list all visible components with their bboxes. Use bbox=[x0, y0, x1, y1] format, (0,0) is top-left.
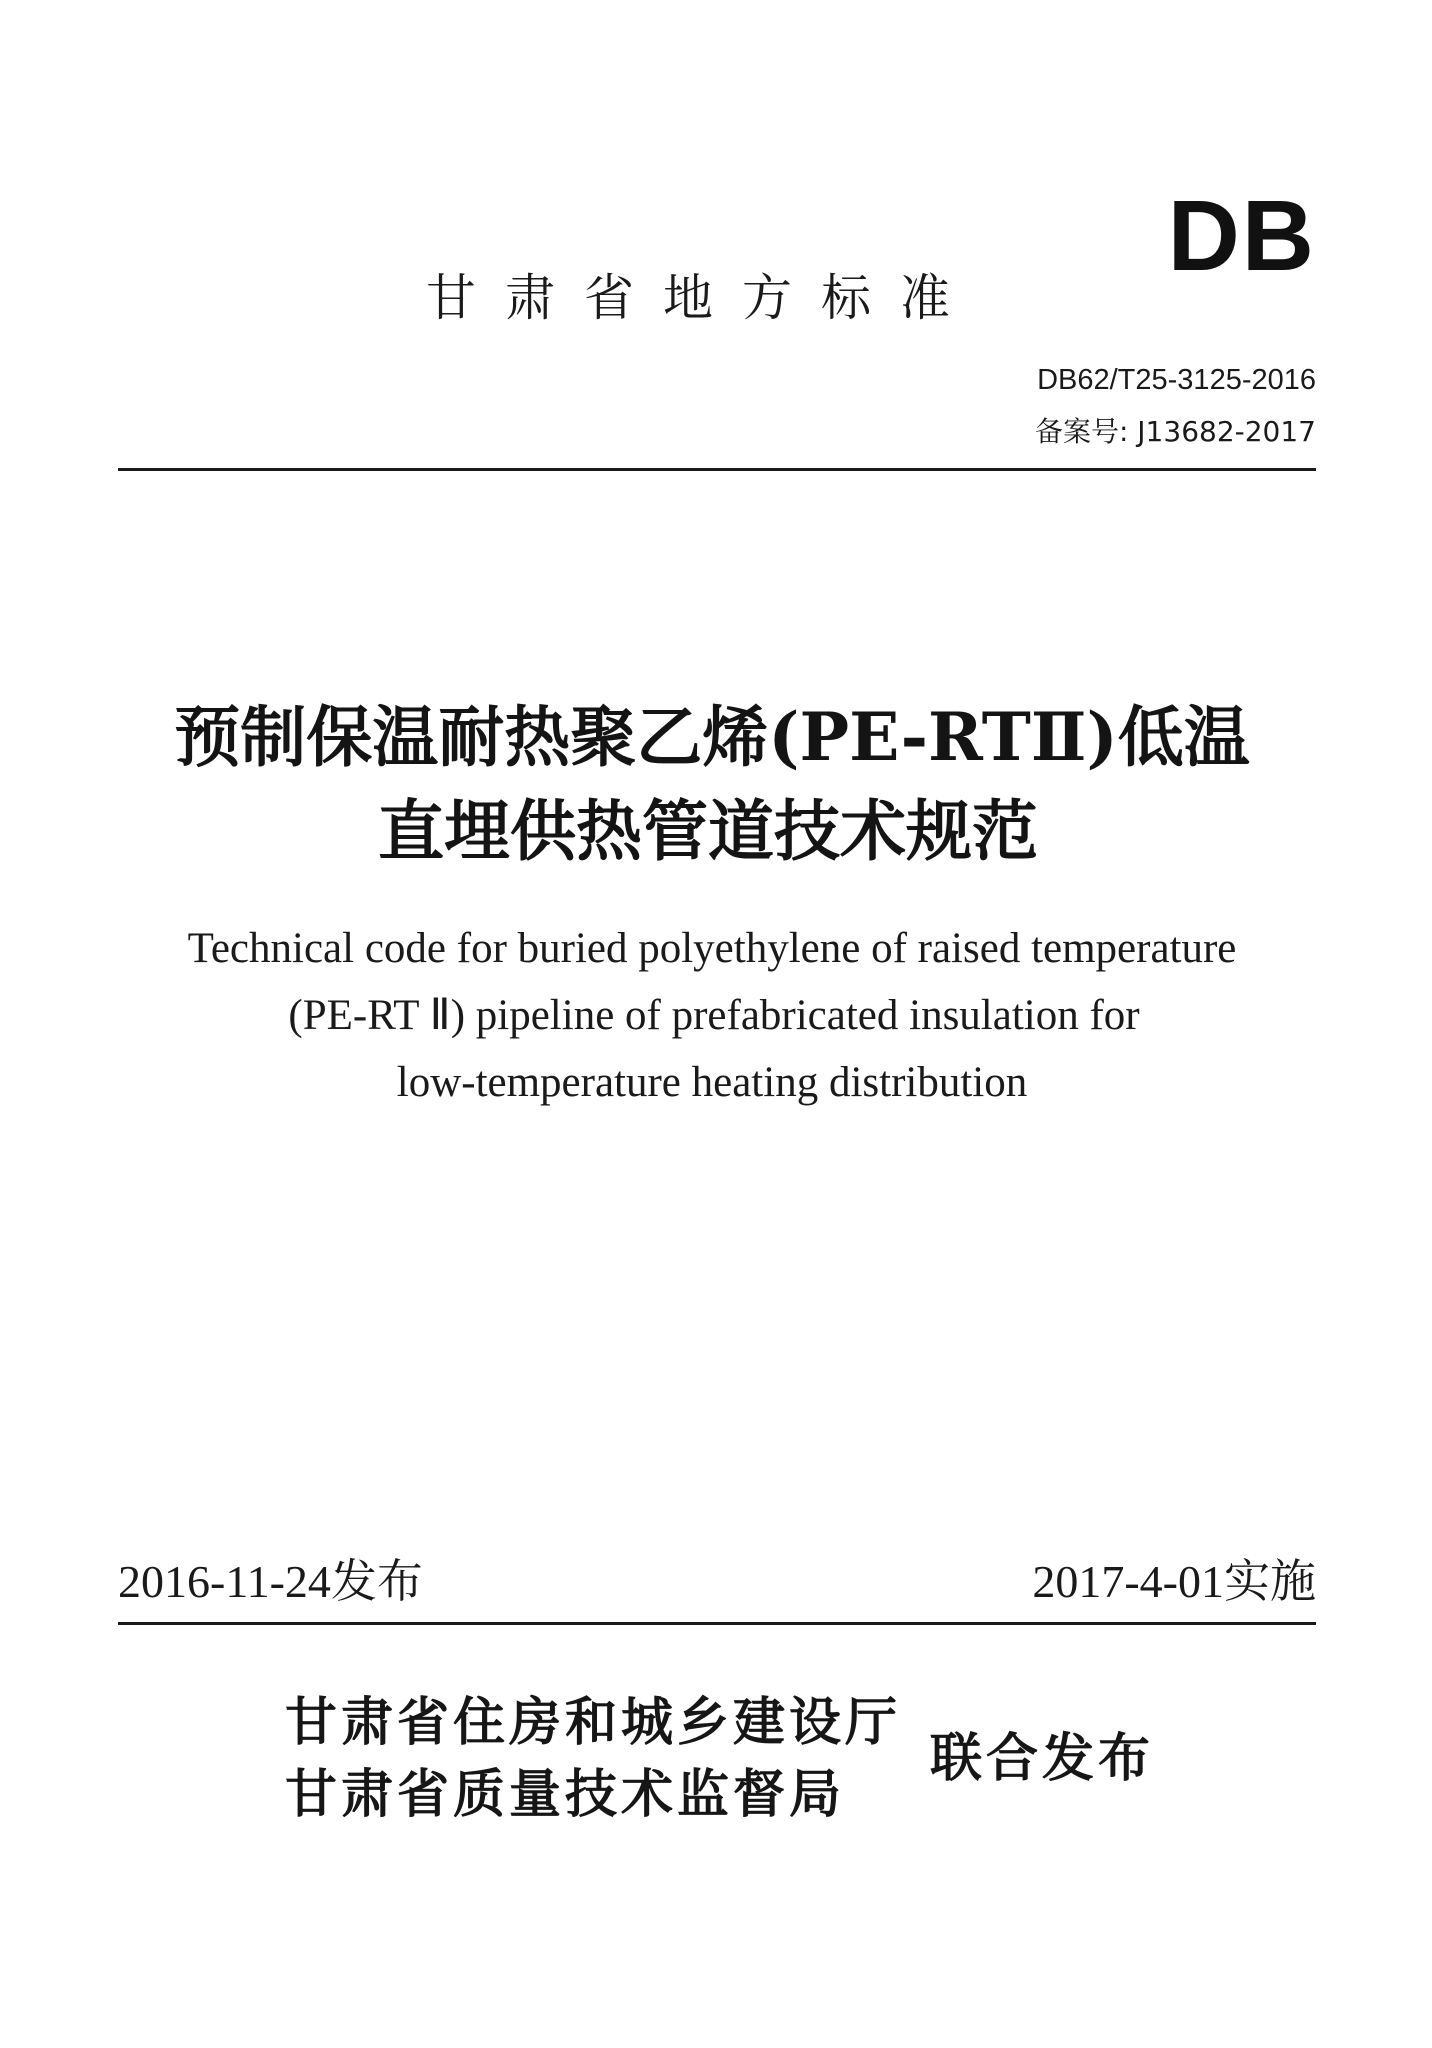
chinese-title-line-1: 预制保温耐热聚乙烯(PE-RTⅡ)低温 bbox=[174, 698, 1250, 776]
english-title-line-3: low-temperature heating distribution bbox=[396, 1059, 1028, 1106]
issue-date: 2016-11-24发布 bbox=[118, 1556, 423, 1607]
joint-release-label: 联合发布 bbox=[930, 1729, 1155, 1789]
standard-type-heading: 甘肃省地方标准 bbox=[426, 269, 979, 327]
chinese-title bbox=[0, 690, 1432, 878]
db-standard-mark: DB bbox=[1167, 180, 1316, 292]
bottom-divider bbox=[118, 1622, 1316, 1625]
record-number: 备案号: J13682-2017 bbox=[1034, 415, 1316, 448]
english-title-line-2: (PE-RT Ⅱ) pipeline of prefabricated insulation for bbox=[288, 992, 1140, 1039]
implementation-date: 2017-4-01实施 bbox=[1032, 1556, 1316, 1607]
top-divider bbox=[118, 468, 1316, 471]
publisher-housing-department: 甘肃省住房和城乡建设厅 bbox=[285, 1693, 902, 1753]
publisher-quality-bureau: 甘肃省质量技术监督局 bbox=[285, 1765, 846, 1825]
english-title-line-1: Technical code for buried polyethylene of raised temperature bbox=[187, 925, 1237, 972]
english-title bbox=[0, 915, 1432, 1116]
standard-number: DB62/T25-3125-2016 bbox=[1037, 364, 1316, 396]
chinese-title-line-2: 直埋供热管道技术规范 bbox=[378, 792, 1038, 870]
